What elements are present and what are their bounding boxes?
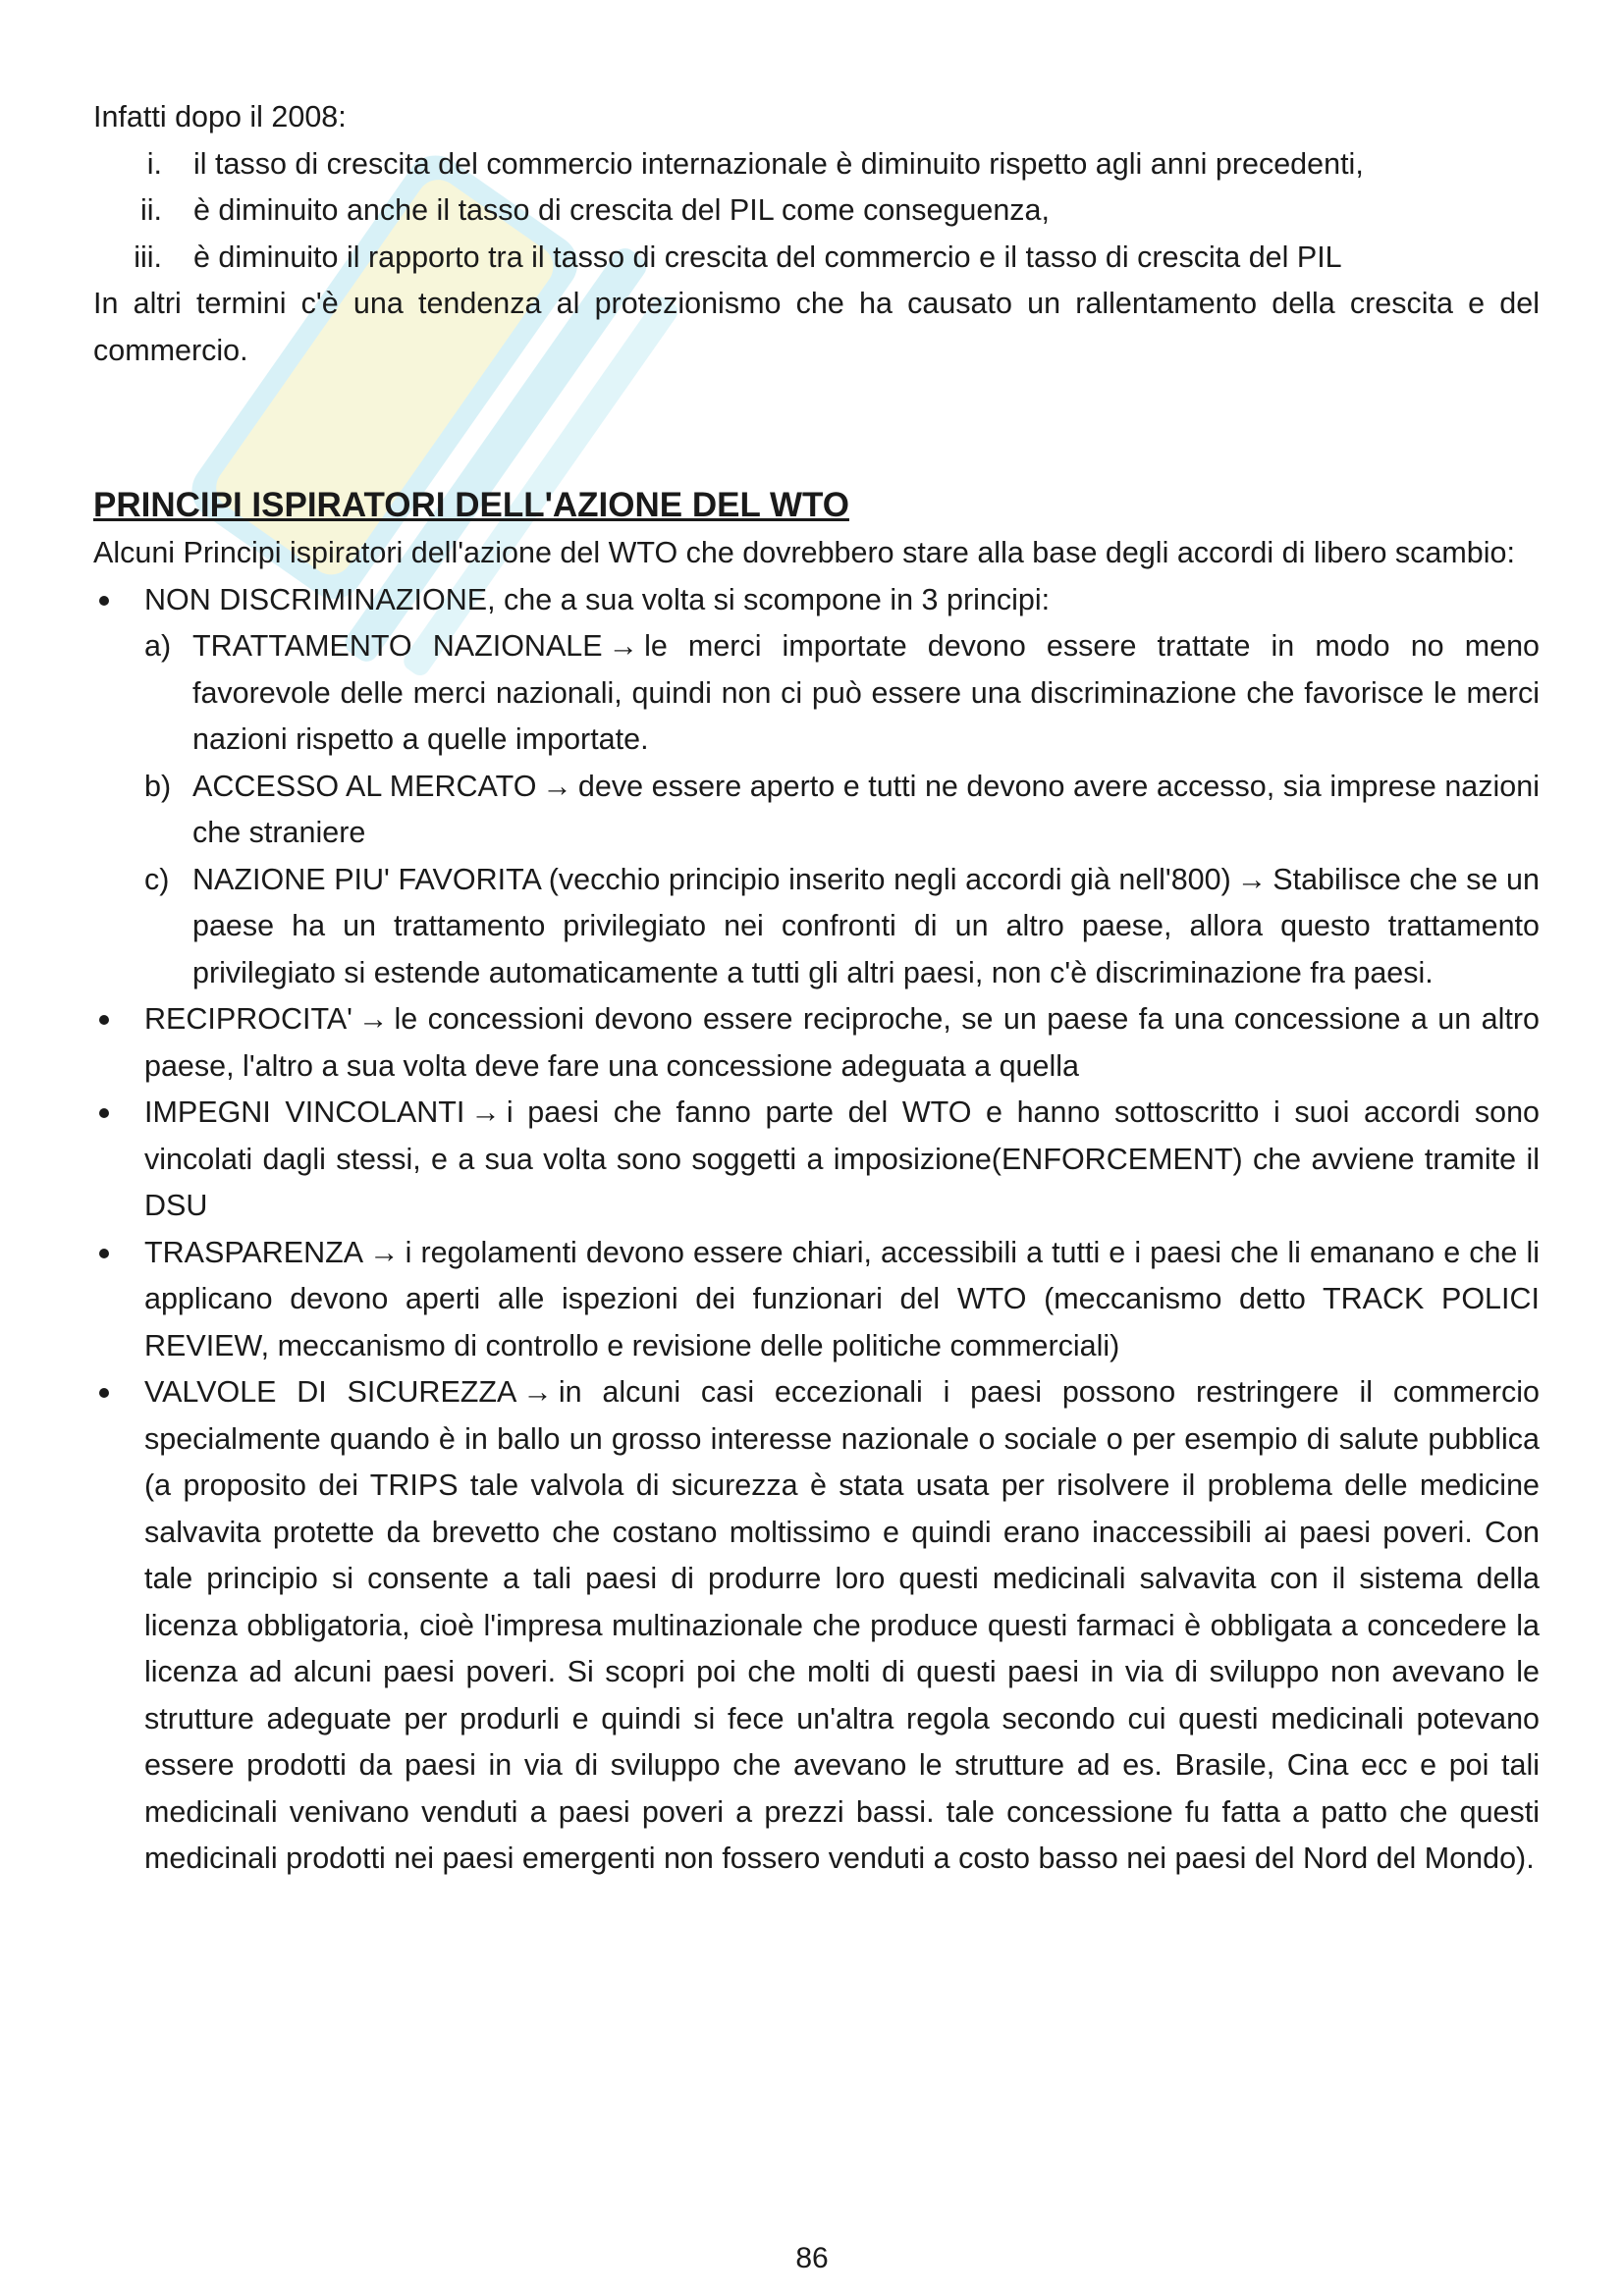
sub-item-b xyxy=(93,764,1540,857)
bullet-item-binding-commitments xyxy=(93,1090,1540,1230)
bullet-item-reciprocity xyxy=(93,996,1540,1090)
principle-term: RECIPROCITA' xyxy=(144,1002,352,1036)
principle-term: TRASPARENZA xyxy=(144,1235,364,1269)
principle-term: NAZIONE PIU' FAVORITA (vecchio principio inserito negli accordi già nell'800) xyxy=(192,862,1231,896)
sub-item-label: a) xyxy=(144,629,172,663)
roman-list-item xyxy=(93,187,1540,235)
arrow-right-icon: → xyxy=(1236,862,1268,896)
principle-description: i regolamenti devono essere chiari, accessibili a tutti e i paesi che li emanano e che li applicano devono aperti alle ispezioni dei funzionari del WTO (meccanismo detto TRACK POLICI REVIEW, meccanismo di controllo e revisione delle politiche commerciali) xyxy=(144,1235,1540,1362)
bullet-icon xyxy=(93,1230,144,1370)
bullet-text xyxy=(144,1090,1540,1230)
intro-conclusion: In altri termini c'è una tendenza al protezionismo che ha causato un rallentamento della crescita e del commercio. xyxy=(93,287,1540,367)
roman-list-item xyxy=(93,141,1540,188)
bullet-icon xyxy=(93,1369,144,1883)
sub-item-a xyxy=(93,623,1540,764)
roman-item-text: è diminuito il rapporto tra il tasso di crescita del commercio e il tasso di crescita del PIL xyxy=(193,240,1342,274)
arrow-right-icon: → xyxy=(470,1095,501,1129)
intro-lead: Infatti dopo il 2008: xyxy=(93,100,347,133)
sub-item-text xyxy=(192,857,1540,997)
bullet-text xyxy=(144,1369,1540,1883)
bullet-text: NON DISCRIMINAZIONE, che a sua volta si scompone in 3 principi: xyxy=(144,582,1051,616)
arrow-right-icon: → xyxy=(522,1375,553,1409)
principle-term: VALVOLE DI SICUREZZA xyxy=(144,1375,517,1409)
principle-term: TRATTAMENTO NAZIONALE xyxy=(192,629,603,663)
bullet-text xyxy=(144,1230,1540,1370)
bullet-item-safety-valves xyxy=(93,1369,1540,1883)
principle-term: ACCESSO AL MERCATO xyxy=(192,769,537,803)
principle-description: le concessioni devono essere reciproche, se un paese fa una concessione a un altro paese, l'altro a sua volta deve fare una concessione adeguata a quella xyxy=(144,1002,1540,1083)
arrow-right-icon: → xyxy=(542,769,572,803)
bullet-item-non-discrimination xyxy=(93,577,1540,624)
bullet-icon xyxy=(93,996,144,1090)
roman-numeral: iii. xyxy=(134,240,162,274)
sub-item-text xyxy=(192,764,1540,857)
roman-item-text: è diminuito anche il tasso di crescita del PIL come conseguenza, xyxy=(193,193,1050,227)
principle-description: deve essere aperto e tutti ne devono avere accesso, sia imprese nazioni che straniere xyxy=(192,769,1540,849)
principle-description: in alcuni casi eccezionali i paesi possono restringere il commercio specialmente quando è in ballo un grosso interesse nazionale o sociale o per esempio di salute pubblica (a proposito dei TRIPS tale valvola di sicurezza è stata usata per risolvere il problema delle medicine salvavita protette da brevetto che costano moltissimo e quindi erano inaccessibili ai paesi poveri. Con tale principio si consente a tali paesi di produrre loro questi medicinali salvavita con il sistema della licenza obbligatoria, cioè l'impresa multinazionale che produce questi farmaci è obbligata a concedere la licenza ad alcuni paesi poveri. Si scopri poi che molti di questi paesi in via di sviluppo non avevano le strutture adeguate per produrli e quindi si fece un'altra regola secondo cui questi medicinali potevano essere prodotti da paesi in via di sviluppo che avevano le strutture ad es. Brasile, Cina ecc e poi tali medicinali venivano venduti a paesi poveri a prezzi bassi. tale concessione fu fatta a patto che questi medicinali prodotti nei paesi emergenti non fossero venduti a costo basso nei paesi del Nord del Mondo). xyxy=(144,1375,1540,1875)
bullet-item-transparency xyxy=(93,1230,1540,1370)
principle-term: IMPEGNI VINCOLANTI xyxy=(144,1095,465,1129)
principle-description: Stabilisce che se un paese ha un trattamento privilegiato nei confronti di un altro paese, allora questo trattamento privilegiato si estende automaticamente a tutti gli altri paesi, non c'è discriminazione fra paesi. xyxy=(192,862,1540,989)
bullet-icon xyxy=(93,577,144,624)
roman-list-item xyxy=(93,235,1540,282)
principle-description: le merci importate devono essere trattate in modo no meno favorevole delle merci nazionali, quindi non ci può essere una discriminazione che favorisce le merci nazioni rispetto a quelle importate. xyxy=(192,629,1540,756)
principle-description: i paesi che fanno parte del WTO e hanno sottoscritto i suoi accordi sono vincolati dagli stessi, e a sua volta sono soggetti a imposizione(ENFORCEMENT) che avviene tramite il DSU xyxy=(144,1095,1541,1222)
roman-numeral: ii. xyxy=(139,193,162,227)
section-lead: Alcuni Principi ispiratori dell'azione del WTO che dovrebbero stare alla base degli accordi di libero scambio: xyxy=(93,536,1515,569)
bullet-text xyxy=(144,996,1540,1090)
arrow-right-icon: → xyxy=(358,1002,389,1036)
sub-item-label: c) xyxy=(144,862,170,896)
roman-numeral: i. xyxy=(146,146,162,181)
page-number: 86 xyxy=(795,2242,829,2274)
bullet-icon xyxy=(93,1090,144,1230)
sub-item-c xyxy=(93,857,1540,997)
arrow-right-icon: → xyxy=(608,629,639,663)
arrow-right-icon: → xyxy=(369,1235,400,1269)
roman-item-text: il tasso di crescita del commercio internazionale è diminuito rispetto agli anni precedenti, xyxy=(193,146,1364,181)
sub-item-text xyxy=(192,623,1540,764)
sub-item-label: b) xyxy=(144,769,172,803)
section-title: PRINCIPI ISPIRATORI DELL'AZIONE DEL WTO xyxy=(93,486,849,524)
document-page xyxy=(93,94,1540,1883)
